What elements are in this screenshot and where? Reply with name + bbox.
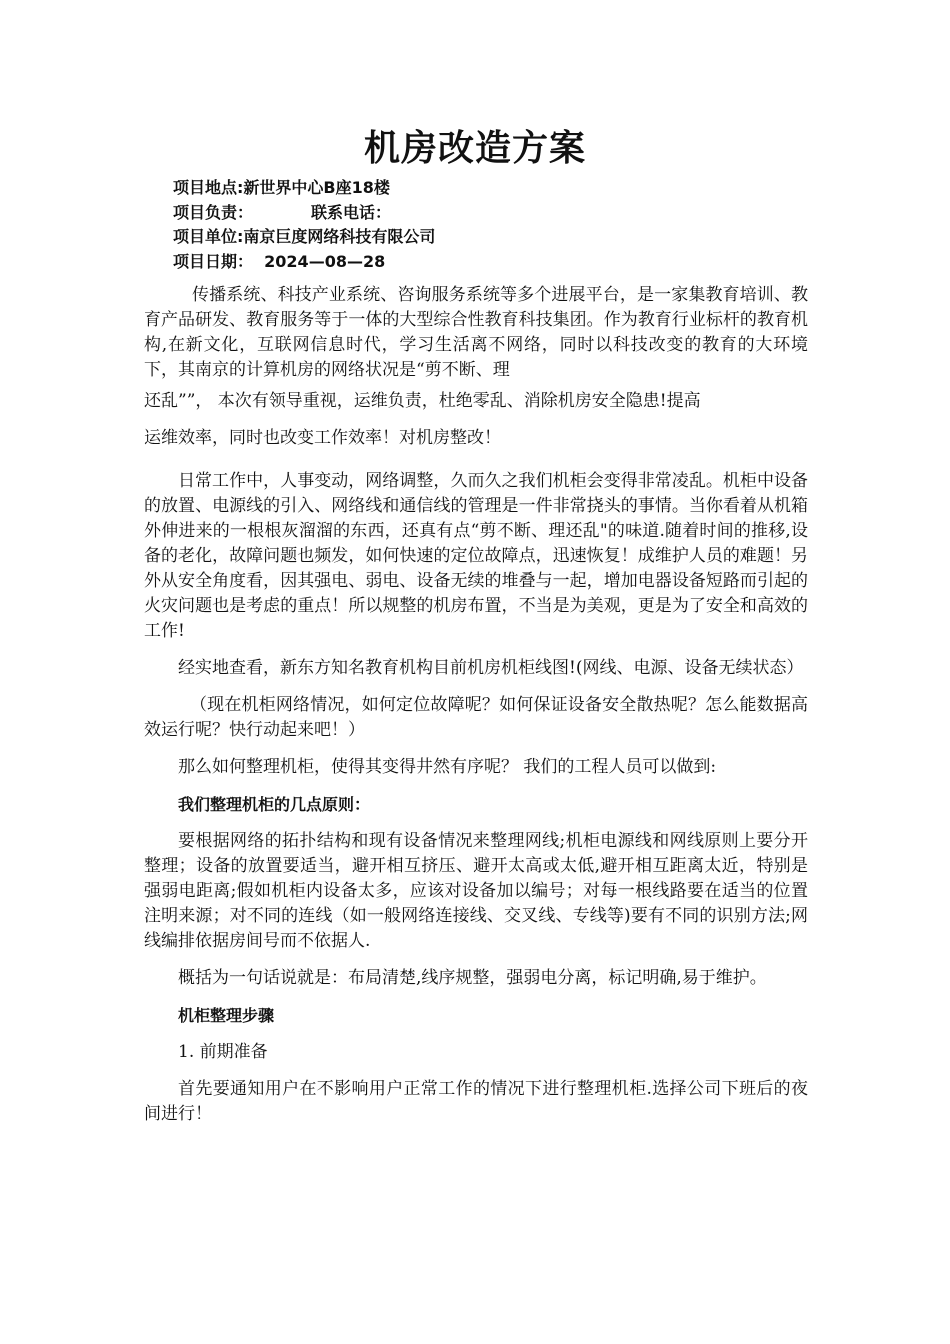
project-unit: 项目单位:南京巨度网络科技有限公司 bbox=[173, 227, 436, 247]
project-location: 项目地点:新世界中心B座18楼 bbox=[173, 178, 390, 197]
project-date-value: 2024—08—28 bbox=[264, 251, 386, 271]
project-date-label: 项目日期： bbox=[173, 251, 254, 271]
paragraph-daily-work: 日常工作中，人事变动，网络调整，久而久之我们机柜会变得非常凌乱。机柜中设备的放置、电源线的引入、网络线和通信线的管理是一件非常挠头的事情。当你看着从机箱外伸进来的一根根灰溜溜的东西，还真有点“剪不断、理还乱"的味道.随着时间的推移,设备的老化，故障问题也频发，如何快速的定位故障点，迅速恢复！成维护人员的难题！另外从安全角度看，因其强电、弱电、设备无续的堆叠与一起，增加电器设备短路而引起的火灾问题也是考虑的重点！所以规整的机房布置，不当是为美观，更是为了安全和高效的工作! bbox=[144, 471, 808, 641]
paragraph-how-to: 那么如何整理机柜，使得其变得井然有序呢？ 我们的工程人员可以做到: bbox=[178, 757, 717, 777]
paragraph-summary: 概括为一句话说就是：布局清楚,线序规整，强弱电分离，标记明确,易于维护。 bbox=[178, 968, 767, 988]
paragraph-site-inspection: 经实地查看，新东方知名教育机构目前机房机柜线图!(网线、电源、设备无续状态） bbox=[178, 658, 804, 678]
intro-text-a: 传播系统、科技产业系统、咨询服务系统等多个进展平台，是一家集教育培训、教育产品研发、教育服务等于一体的大型综合性教育科技集团。作为教育行业标杆的教育机构,在新文化，互联网信息时代，学习生活离不网络，同时以科技改变的教育的大环境下，其南京的计算机房的网络状况是“剪不断、理 bbox=[144, 285, 808, 380]
intro-text-c: 运维效率，同时也改变工作效率！对机房整改！ bbox=[144, 428, 501, 448]
intro-paragraph bbox=[144, 283, 808, 457]
contact-phone-label: 联系电话： bbox=[311, 202, 392, 222]
paragraph-principles: 要根据网络的拓扑结构和现有设备情况来整理网线;机柜电源线和网线原则上要分开整理；设备的放置要适当，避开相互挤压、避开太高或太低,避开相互距离太近，特别是强弱电距离;假如机柜内设备太多，应该对设备加以编号；对每一根线路要在适当的位置注明来源；对不同的连线（如一般网络连接线、交叉线、专线等)要有不同的识别方法;网线编排依据房间号而不依据人. bbox=[144, 831, 808, 951]
project-date-row bbox=[173, 250, 793, 275]
document-title: 机房改造方案 bbox=[363, 128, 586, 169]
project-owner-label: 项目负责： bbox=[173, 202, 254, 222]
project-owner-row bbox=[173, 201, 793, 226]
paragraph-questions: （现在机柜网络情况，如何定位故障呢？如何保证设备安全散热呢？怎么能数据高效运行呢？快行动起来吧！） bbox=[144, 695, 808, 740]
step-heading-preparation: 1. 前期准备 bbox=[178, 1042, 268, 1062]
heading-steps: 机柜整理步骤 bbox=[178, 1006, 275, 1025]
intro-text-b: 还乱””， 本次有领导重视，运维负责，杜绝零乱、消除机房安全隐患!提高 bbox=[144, 391, 701, 411]
heading-principles: 我们整理机柜的几点原则： bbox=[178, 795, 371, 814]
document-body bbox=[144, 283, 808, 1127]
paragraph-preparation: 首先要通知用户在不影响用户正常工作的情况下进行整理机柜.选择公司下班后的夜间进行！ bbox=[144, 1079, 808, 1124]
project-info bbox=[173, 176, 793, 274]
